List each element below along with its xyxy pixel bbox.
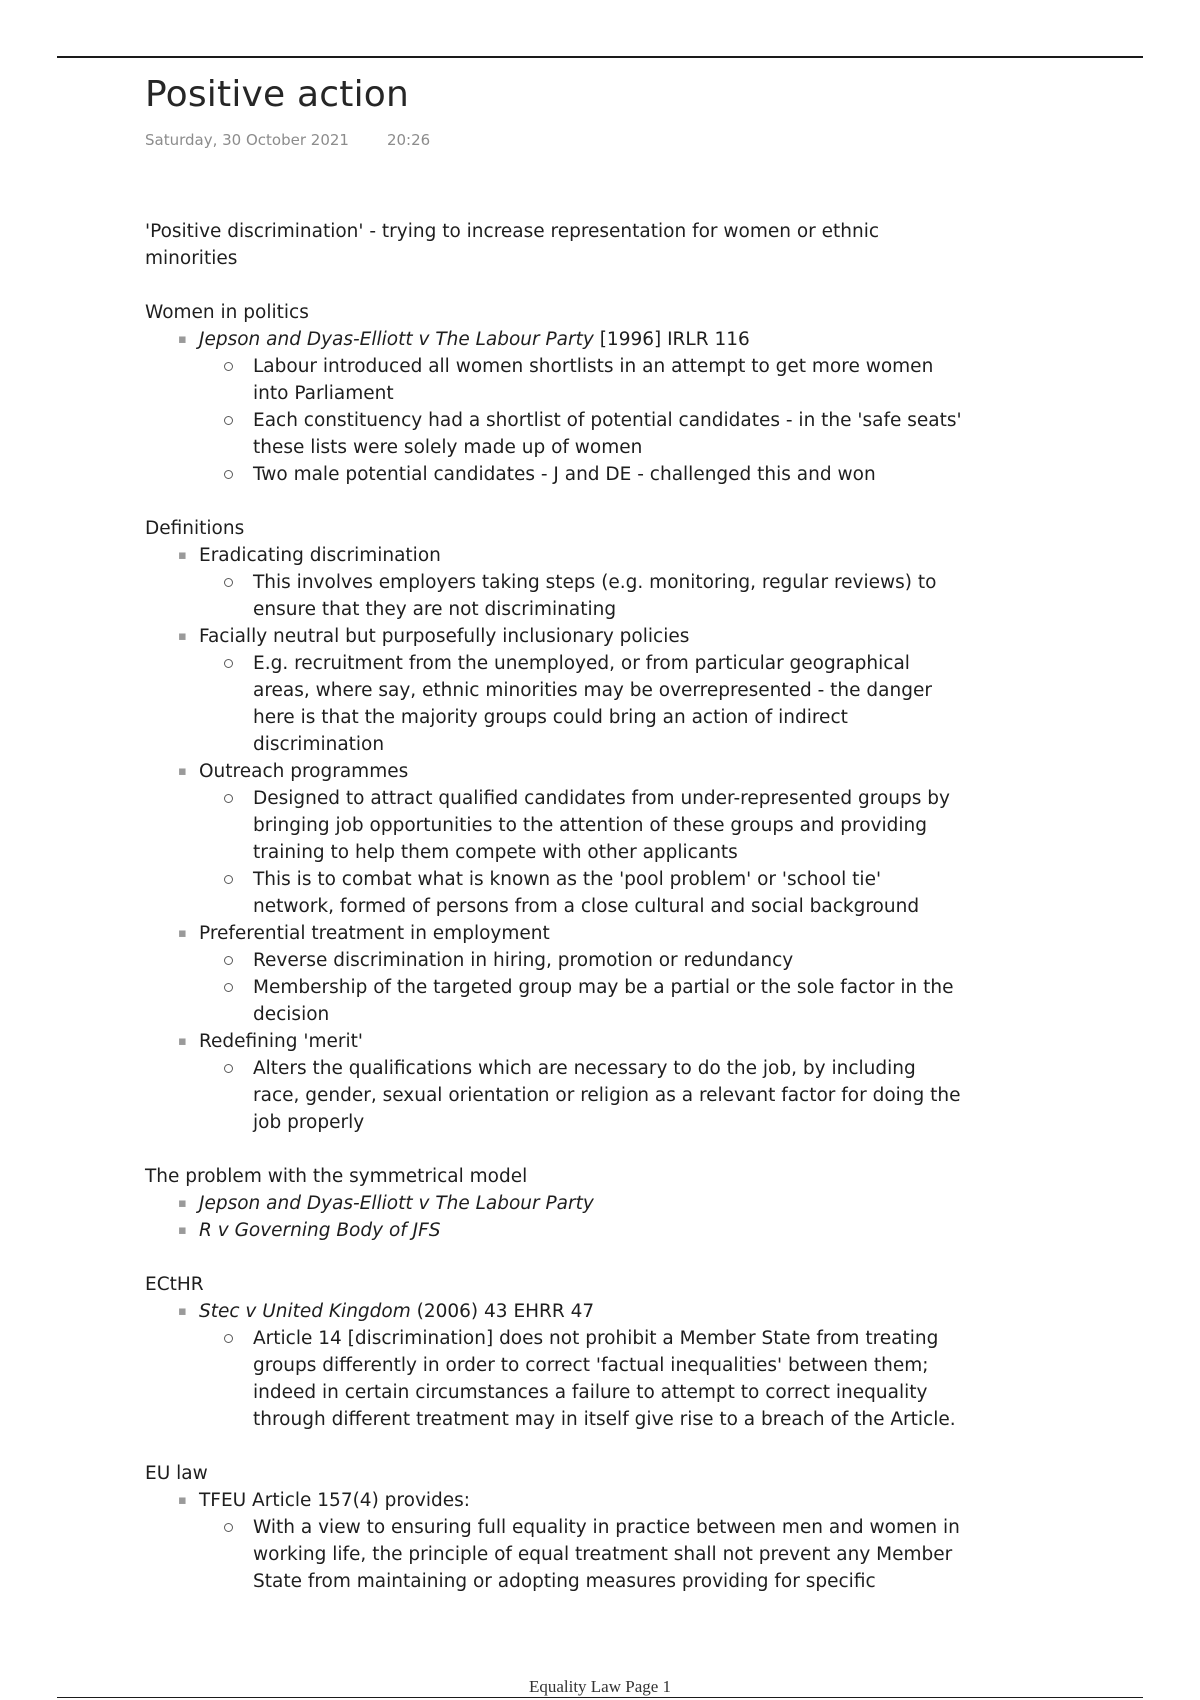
sub-list-item [253,1514,965,1595]
sub-item-text: Article 14 [discrimination] does not prohibit a Member State from treating groups differently in order to correct 'factual inequalities' between them; indeed in certain circumstances a failure to attempt to correct inequality through different treatment may in itself give rise to a breach of the Article. [253,1328,956,1430]
list-item [178,1028,965,1136]
list-item [178,1190,965,1217]
sub-list-item [253,650,965,758]
sub-item-text: Each constituency had a shortlist of potential candidates - in the 'safe seats' these lists were solely made up of women [253,410,962,458]
sub-item-text: With a view to ensuring full equality in practice between men and women in working life, the principle of equal treatment shall not prevent any Member State from maintaining or adopting measures providing for specific [253,1517,960,1592]
sub-item-text: Two male potential candidates - J and DE - challenged this and won [253,464,876,485]
case-name: Jepson and Dyas-Elliott v The Labour Party [199,329,594,350]
list-item [178,1298,965,1433]
section-heading: ECtHR [145,1274,204,1295]
intro-paragraph: 'Positive discrimination' - trying to increase representation for women or ethnic minorities [145,221,880,269]
section-heading: Women in politics [145,302,309,323]
section-definitions [145,515,965,1136]
section-symmetrical-model [145,1163,965,1244]
circle-bullet-icon [224,470,233,479]
item-text: TFEU Article 157(4) provides: [199,1490,471,1511]
circle-bullet-icon [224,956,233,965]
dash-bullet-icon: ▪ [178,1493,187,1508]
section-eu-law [145,1460,965,1595]
list-item [178,920,965,1028]
item-text: Preferential treatment in employment [199,923,550,944]
case-name: Jepson and Dyas-Elliott v The Labour Party [199,1193,594,1214]
item-text: Outreach programmes [199,761,409,782]
bullet-list [145,1298,965,1433]
circle-bullet-icon [224,983,233,992]
page-footer: Equality Law Page 1 [528,1677,672,1696]
dash-bullet-icon: ▪ [178,764,187,779]
sub-list-item [253,1055,965,1136]
dash-bullet-icon: ▪ [178,332,187,347]
circle-bullet-icon [224,578,233,587]
top-rule [57,56,1143,58]
note-body [145,218,965,1595]
dash-bullet-icon: ▪ [178,548,187,563]
sub-bullet-list [199,1514,965,1595]
bullet-list [145,1190,965,1244]
section-heading: EU law [145,1463,208,1484]
sub-list-item [253,1325,965,1433]
sub-bullet-list [199,1325,965,1433]
sub-list-item [253,353,965,407]
dash-bullet-icon: ▪ [178,1196,187,1211]
list-item [178,542,965,623]
bullet-list [145,326,965,488]
page-meta [145,131,430,149]
page-title: Positive action [145,74,410,115]
list-item [178,326,965,488]
section-heading: Definitions [145,518,245,539]
page-time: 20:26 [386,131,431,149]
sub-list-item [253,974,965,1028]
dash-bullet-icon: ▪ [178,1034,187,1049]
sub-bullet-list [199,947,965,1028]
bullet-list [145,1487,965,1595]
circle-bullet-icon [224,416,233,425]
case-citation: [1996] IRLR 116 [593,329,750,350]
sub-list-item [253,461,965,488]
circle-bullet-icon [224,1064,233,1073]
sub-item-text: Alters the qualifications which are necessary to do the job, by including race, gender, sexual orientation or religion as a relevant factor for doing the job properly [253,1058,961,1133]
sub-bullet-list [199,785,965,920]
section-ecthr [145,1271,965,1433]
list-item [178,1487,965,1595]
dash-bullet-icon: ▪ [178,629,187,644]
dash-bullet-icon: ▪ [178,1223,187,1238]
sub-bullet-list [199,650,965,758]
sub-list-item [253,947,965,974]
section-heading: The problem with the symmetrical model [145,1166,528,1187]
sub-item-text: Designed to attract qualified candidates from under-represented groups by bringing job opportunities to the attention of these groups and providing training to help them compete with other applicants [253,788,950,863]
sub-item-text: Reverse discrimination in hiring, promotion or redundancy [253,950,794,971]
sub-item-text: Labour introduced all women shortlists in an attempt to get more women into Parliament [253,356,934,404]
dash-bullet-icon: ▪ [178,926,187,941]
sub-bullet-list [199,353,965,488]
circle-bullet-icon [224,659,233,668]
circle-bullet-icon [224,1523,233,1532]
item-text: Eradicating discrimination [199,545,441,566]
list-item [178,758,965,920]
sub-item-text: This is to combat what is known as the 'pool problem' or 'school tie' network, formed of persons from a close cultural and social background [253,869,920,917]
item-text: Redefining 'merit' [199,1031,363,1052]
circle-bullet-icon [224,794,233,803]
sub-item-text: Membership of the targeted group may be a partial or the sole factor in the decision [253,977,954,1025]
dash-bullet-icon: ▪ [178,1304,187,1319]
sub-list-item [253,785,965,866]
case-name: R v Governing Body of JFS [199,1220,441,1241]
sub-item-text: This involves employers taking steps (e.g. monitoring, regular reviews) to ensure that they are not discriminating [253,572,937,620]
list-item [178,623,965,758]
section-women-in-politics [145,299,965,488]
page-date: Saturday, 30 October 2021 [145,131,349,149]
list-item [178,1217,965,1244]
sub-list-item [253,866,965,920]
sub-list-item [253,569,965,623]
circle-bullet-icon [224,1334,233,1343]
item-text: Facially neutral but purposefully inclusionary policies [199,626,690,647]
sub-bullet-list [199,569,965,623]
sub-bullet-list [199,1055,965,1136]
sub-list-item [253,407,965,461]
circle-bullet-icon [224,362,233,371]
case-name: Stec v United Kingdom [199,1301,411,1322]
circle-bullet-icon [224,875,233,884]
bullet-list [145,542,965,1136]
bottom-rule [57,1697,1143,1698]
case-citation: (2006) 43 EHRR 47 [410,1301,595,1322]
sub-item-text: E.g. recruitment from the unemployed, or from particular geographical areas, where say, ethnic minorities may be overrepresented - the danger here is that the majority groups could bring an action of indirect discrimination [253,653,932,755]
